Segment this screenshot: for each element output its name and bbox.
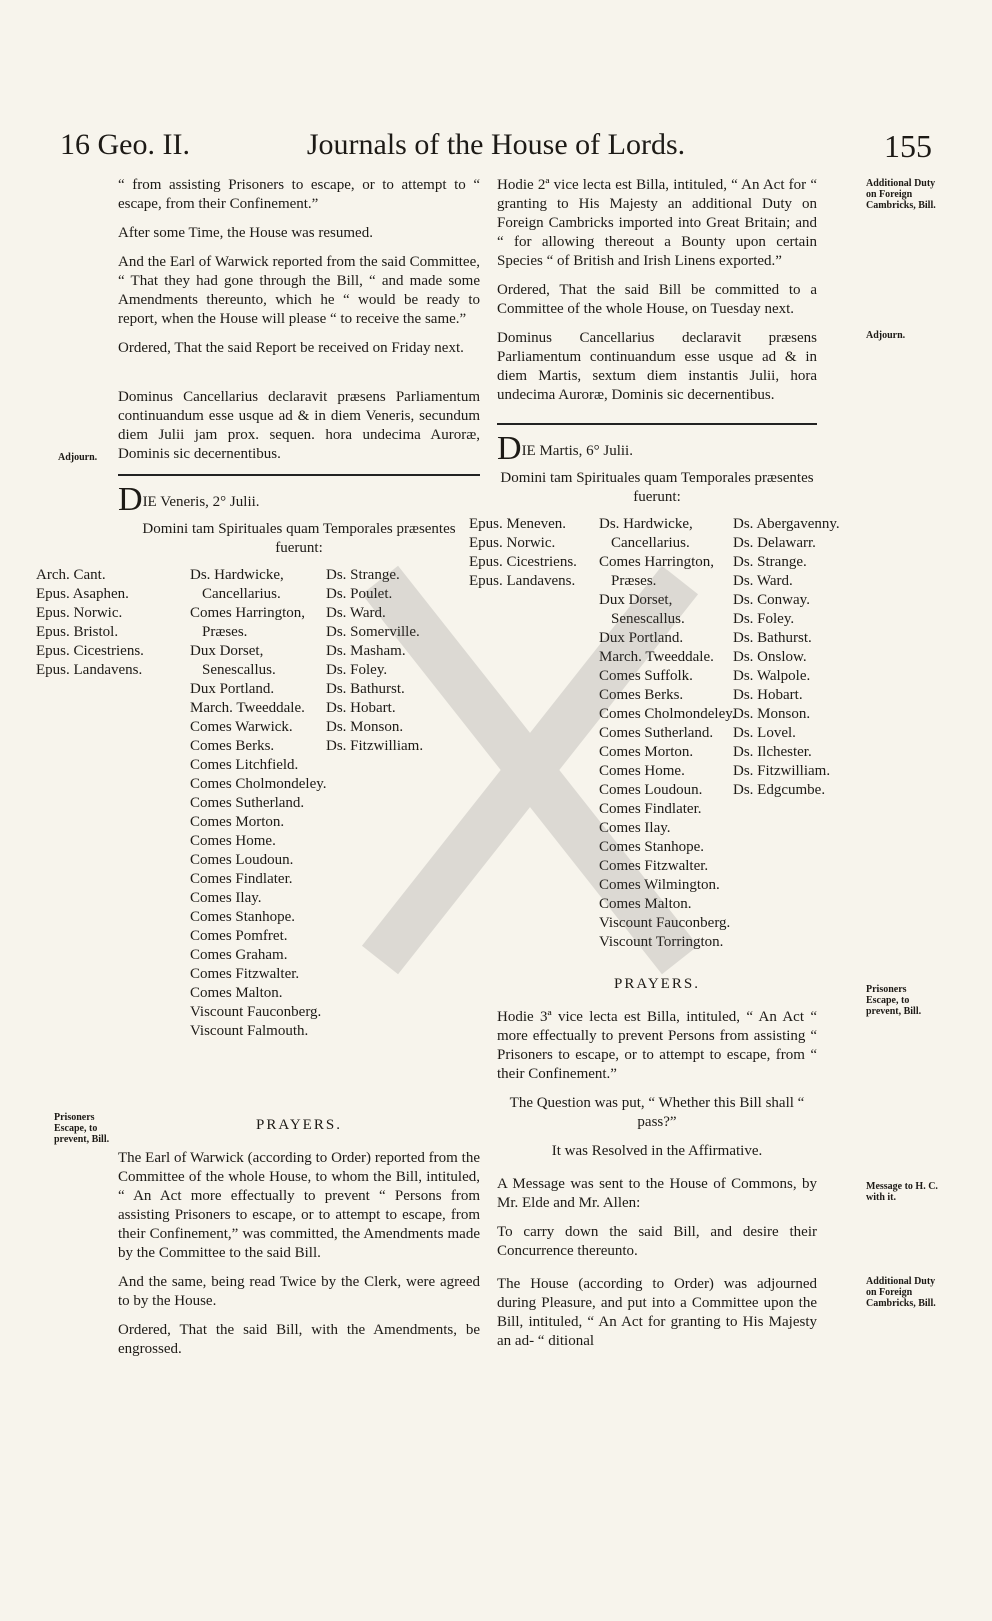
roll-entry: Ds. Strange. [326,567,400,583]
roll-peers [599,515,736,952]
roll-entry: Comes Suffolk. [599,668,693,684]
roll-entry: Comes Berks. [599,687,684,703]
drop-cap: D [497,430,522,467]
roll-entry: Ds. Foley. [326,662,388,678]
roll-entry: Epus. Bristol. [36,624,119,640]
roll-entry: Viscount Torrington. [599,934,724,950]
margin-note-adjourn: Adjourn. [866,330,906,341]
roll-entry: Comes Morton. [599,744,694,760]
margin-note-message: Message to H. C. with it. [866,1181,938,1203]
roll-entry: Ds. Fitzwilliam. [733,763,831,779]
presentes-line: Domini tam Spirituales quam Temporales præsentes fuerunt: [500,470,814,505]
roll-entry: Comes Warwick. [190,719,293,735]
right-paragraph-3: Dominus Cancellarius declaravit præsens Parliamentum continuandum esse usque ad & in diem Martis, sextum diem instantis Julii, hora undecima Auroræ, Dominis sic decernentibus. [497,330,817,403]
left-paragraph-3: And the Earl of Warwick reported from the said Committee, “ That they had gone through the Bill, “ and made some Amendments thereunto, which he “ would be ready to report, when the House will please “ to receive the same.” [118,254,480,327]
margin-note-adjourn: Adjourn. [58,452,98,463]
roll-entry: Ds. Delawarr. [733,535,816,551]
roll-entry: Præses. [611,573,657,589]
margin-note-cambricks-duty: Additional Duty on Foreign Cambricks, Bill. [866,178,936,211]
day-heading-veneris [118,481,480,518]
roll-entry: Ds. Ward. [733,573,793,589]
drop-cap: D [118,481,143,518]
roll-entry: Comes Fitzwalter. [190,966,300,982]
roll-entry: Ds. Hardwicke, [190,567,284,583]
left-paragraph-2: After some Time, the House was resumed. [118,225,373,241]
roll-entry: Ds. Walpole. [733,668,811,684]
roll-entry: Cancellarius. [611,535,690,551]
roll-entry: Ds. Fitzwilliam. [326,738,424,754]
roll-entry: Epus. Landavens. [469,573,576,589]
section-rule [118,474,480,476]
roll-entry: Ds. Somerville. [326,624,420,640]
roll-entry: March. Tweeddale. [190,700,305,716]
roll-entry: Comes Fitzwalter. [599,858,709,874]
right-paragraph-2: Ordered, That the said Bill be committed to a Committee of the whole House, on Tuesday next. [497,282,817,317]
roll-entry: Comes Malton. [190,985,283,1001]
roll-bishops [36,566,144,680]
attendance-roll [36,566,480,1106]
roll-entry: Ds. Lovel. [733,725,796,741]
roll-entry: Arch. Cant. [36,567,106,583]
roll-entry: Epus. Asaphen. [36,586,129,602]
roll-entry: Senescallus. [202,662,276,678]
header-session: 16 Geo. II. [60,128,190,161]
roll-entry: Ds. Foley. [733,611,795,627]
roll-entry: Viscount Fauconberg. [599,915,731,931]
roll-entry: March. Tweeddale. [599,649,714,665]
page-header [60,128,932,168]
roll-entry: Comes Wilmington. [599,877,720,893]
day-heading-text: IE Veneris, 2° Julii. [142,494,260,510]
roll-entry: Ds. Abergavenny. [733,516,840,532]
right-paragraph-5: The Question was put, “ Whether this Bill shall “ pass?” [509,1095,805,1130]
roll-entry: Comes Home. [190,833,276,849]
roll-bishops [469,515,577,591]
roll-entry: Epus. Norwic. [469,535,556,551]
prayers-heading: PRAYERS. [614,976,700,992]
presentes-line: Domini tam Spirituales quam Temporales præsentes fuerunt: [142,521,456,556]
roll-entry: Comes Stanhope. [190,909,295,925]
margin-note-prisoners-bill: Prisoners Escape, to prevent, Bill. [54,1112,110,1145]
right-column [469,176,840,1361]
roll-entry: Comes Sutherland. [599,725,714,741]
roll-entry: Ds. Bathurst. [733,630,812,646]
right-paragraph-4: Hodie 3ª vice lecta est Billa, intituled, “ An Act “ more effectually to prevent Persons from assisting “ Prisoners to escape, or to attempt to escape, from “ their Confinement.” [497,1009,817,1082]
section-rule [497,423,817,425]
roll-entry: Comes Harrington, [190,605,305,621]
left-paragraph-7: And the same, being read Twice by the Clerk, were agreed to by the House. [118,1274,480,1309]
prayers-heading: PRAYERS. [256,1117,342,1133]
roll-barons [326,566,423,756]
roll-barons [733,515,840,800]
roll-entry: Dux Portland. [190,681,275,697]
roll-entry: Cancellarius. [202,586,281,602]
day-heading-text: IE Martis, 6° Julii. [521,443,633,459]
roll-entry: Dux Portland. [599,630,684,646]
roll-entry: Ds. Bathurst. [326,681,405,697]
right-paragraph-6: It was Resolved in the Affirmative. [551,1143,763,1159]
header-page-number: 155 [884,128,932,164]
roll-entry: Ds. Ward. [326,605,386,621]
roll-peers [190,566,327,1041]
roll-entry: Comes Findlater. [599,801,702,817]
roll-entry: Ds. Hobart. [733,687,803,703]
left-paragraph-8: Ordered, That the said Bill, with the Amendments, be engrossed. [118,1322,480,1357]
roll-entry: Comes Loudoun. [599,782,703,798]
roll-entry: Comes Harrington, [599,554,714,570]
left-paragraph-4: Ordered, That the said Report be received on Friday next. [118,340,464,356]
roll-entry: Comes Home. [599,763,685,779]
roll-entry: Dux Dorset, [599,592,673,608]
roll-entry: Comes Cholmondeley. [190,776,327,792]
roll-entry: Comes Stanhope. [599,839,704,855]
roll-entry: Epus. Cicestriens. [36,643,144,659]
roll-entry: Ds. Poulet. [326,586,393,602]
roll-entry: Præses. [202,624,248,640]
roll-entry: Comes Berks. [190,738,275,754]
day-heading-martis [497,430,817,467]
roll-entry: Dux Dorset, [190,643,264,659]
roll-entry: Ds. Conway. [733,592,810,608]
roll-entry: Comes Pomfret. [190,928,288,944]
roll-entry: Ds. Ilchester. [733,744,812,760]
roll-entry: Ds. Edgcumbe. [733,782,826,798]
roll-entry: Epus. Meneven. [469,516,567,532]
roll-entry: Ds. Hobart. [326,700,396,716]
roll-entry: Comes Sutherland. [190,795,305,811]
left-paragraph-6: The Earl of Warwick (according to Order) reported from the Committee of the whole House, to whom the Bill, intituled, “ An Act more effectually to prevent “ Persons from assisting Prisoners to escape, or to attempt to escape, from their Confinement,” was committed, the Amendments made by the Committee to the said Bill. [118,1150,480,1261]
roll-entry: Viscount Falmouth. [190,1023,309,1039]
margin-note-cambricks-duty: Additional Duty on Foreign Cambricks, Bill. [866,1276,936,1309]
roll-entry: Comes Findlater. [190,871,293,887]
roll-entry: Comes Litchfield. [190,757,299,773]
roll-entry: Comes Malton. [599,896,692,912]
left-paragraph-1: “ from assisting Prisoners to escape, or to attempt to “ escape, from their Confinement.” [118,177,480,212]
roll-entry: Ds. Monson. [733,706,811,722]
roll-entry: Epus. Cicestriens. [469,554,577,570]
roll-entry: Senescallus. [611,611,685,627]
roll-entry: Comes Cholmondeley. [599,706,736,722]
right-paragraph-9: The House (according to Order) was adjourned during Pleasure, and put into a Committee upon the Bill, intituled, “ An Act for granting to His Majesty an ad- “ ditional [497,1276,817,1349]
roll-entry: Ds. Strange. [733,554,807,570]
right-paragraph-1: Hodie 2ª vice lecta est Billa, intituled, “ An Act for “ granting to His Majesty an additional Duty on Foreign Cambricks imported into Great Britain; and “ for allowing thereout a Bounty upon certain Species “ of British and Irish Linens exported.” [497,177,817,269]
roll-entry: Comes Morton. [190,814,285,830]
right-paragraph-8: To carry down the said Bill, and desire their Concurrence thereunto. [497,1224,817,1259]
roll-entry: Comes Loudoun. [190,852,294,868]
right-paragraph-7: A Message was sent to the House of Commons, by Mr. Elde and Mr. Allen: [497,1176,817,1211]
margin-note-prisoners-bill: Prisoners Escape, to prevent, Bill. [866,984,922,1017]
header-title: Journals of the House of Lords. [306,128,686,161]
roll-entry: Viscount Fauconberg. [190,1004,322,1020]
roll-entry: Comes Ilay. [599,820,671,836]
left-paragraph-5: Dominus Cancellarius declaravit præsens Parliamentum continuandum esse usque ad & in diem Veneris, secundum diem Julii jam prox. sequen. hora undecima Auroræ, Dominis sic decernentibus. [118,389,480,462]
roll-entry: Epus. Norwic. [36,605,123,621]
roll-entry: Comes Graham. [190,947,288,963]
roll-entry: Ds. Hardwicke, [599,516,693,532]
roll-entry: Ds. Onslow. [733,649,807,665]
attendance-roll [469,515,840,965]
roll-entry: Epus. Landavens. [36,662,143,678]
roll-entry: Ds. Monson. [326,719,404,735]
roll-entry: Comes Ilay. [190,890,262,906]
roll-entry: Ds. Masham. [326,643,406,659]
